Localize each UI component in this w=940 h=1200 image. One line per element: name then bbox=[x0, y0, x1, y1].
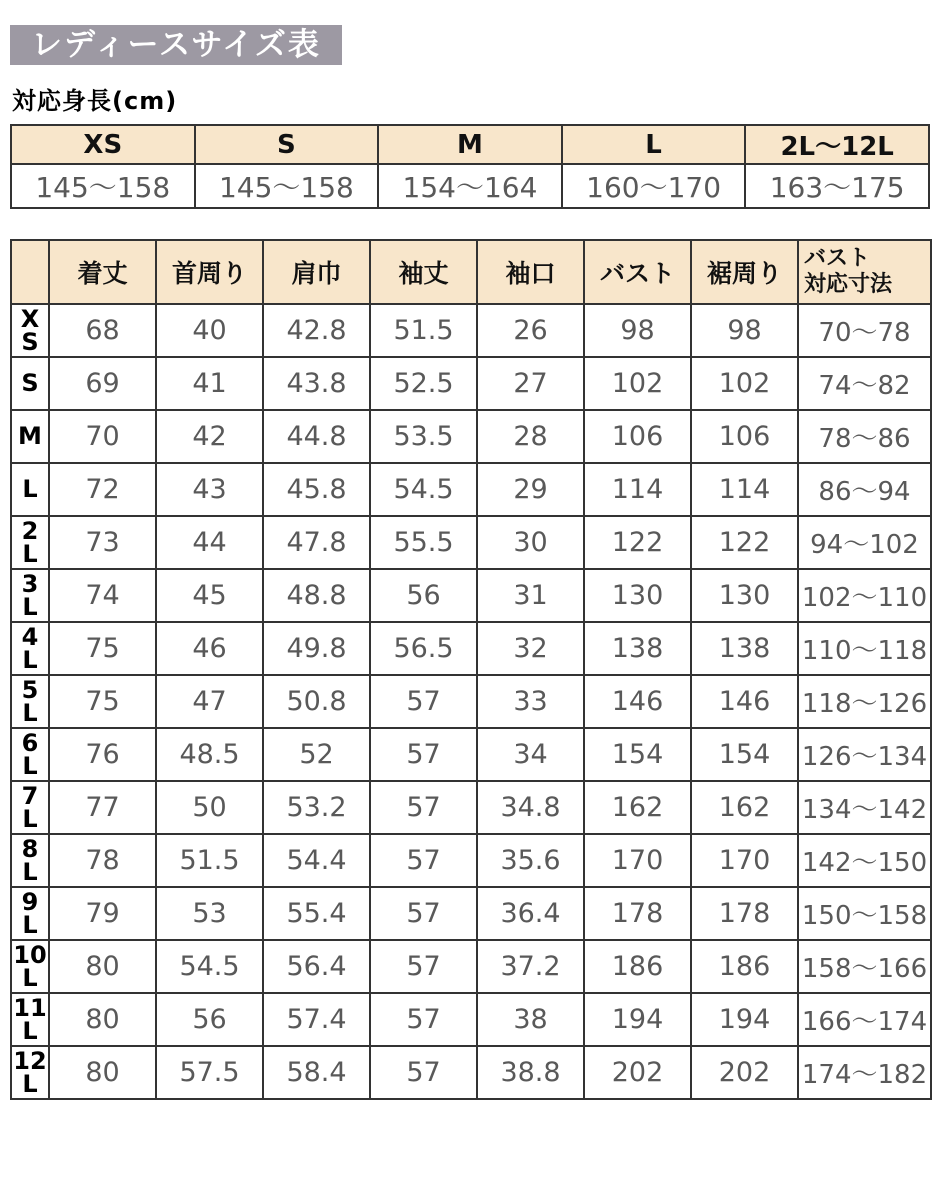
size-value-cell: 42 bbox=[156, 410, 263, 463]
height-value-cell: 160〜170 bbox=[562, 164, 746, 208]
size-value-cell: 194 bbox=[584, 993, 691, 1046]
size-value-cell: 26 bbox=[477, 304, 584, 357]
size-header-row bbox=[11, 240, 931, 304]
size-value-cell: 57 bbox=[370, 1046, 477, 1099]
size-table-row bbox=[11, 516, 931, 569]
size-value-cell: 78 bbox=[49, 834, 156, 887]
size-value-cell: 56 bbox=[156, 993, 263, 1046]
size-value-cell: 72 bbox=[49, 463, 156, 516]
size-value-cell: 57 bbox=[370, 675, 477, 728]
size-row-label-line: 7 bbox=[21, 781, 39, 810]
size-value-cell: 202 bbox=[584, 1046, 691, 1099]
size-value-cell: 57 bbox=[370, 993, 477, 1046]
size-col-header: 首周り bbox=[156, 240, 263, 304]
size-row-label-line: M bbox=[18, 422, 42, 451]
size-value-cell: 56 bbox=[370, 569, 477, 622]
size-value-cell: 150〜158 bbox=[798, 887, 931, 940]
size-row-label bbox=[11, 622, 49, 675]
size-table-body bbox=[11, 304, 931, 1099]
size-value-cell: 102 bbox=[584, 357, 691, 410]
size-value-cell: 36.4 bbox=[477, 887, 584, 940]
size-row-label-line: 5 bbox=[21, 675, 39, 704]
size-value-cell: 57.4 bbox=[263, 993, 370, 1046]
size-value-cell: 106 bbox=[691, 410, 798, 463]
size-col-header: 袖丈 bbox=[370, 240, 477, 304]
bust-header-line2: 対応寸法 bbox=[804, 272, 893, 297]
size-value-cell: 80 bbox=[49, 1046, 156, 1099]
bust-header-line1: バスト bbox=[804, 245, 871, 271]
size-value-cell: 154 bbox=[584, 728, 691, 781]
size-row-label bbox=[11, 834, 49, 887]
size-value-cell: 102 bbox=[691, 357, 798, 410]
size-value-cell: 51.5 bbox=[156, 834, 263, 887]
size-value-cell: 130 bbox=[691, 569, 798, 622]
size-value-cell: 53.5 bbox=[370, 410, 477, 463]
height-value-row bbox=[11, 164, 929, 208]
size-value-cell: 51.5 bbox=[370, 304, 477, 357]
size-value-cell: 43.8 bbox=[263, 357, 370, 410]
size-row-label-line: L bbox=[22, 645, 38, 674]
size-value-cell: 37.2 bbox=[477, 940, 584, 993]
size-table bbox=[10, 239, 932, 1100]
size-value-cell: 170 bbox=[691, 834, 798, 887]
size-value-cell: 47.8 bbox=[263, 516, 370, 569]
size-row-label-line: L bbox=[22, 857, 38, 886]
size-value-cell: 76 bbox=[49, 728, 156, 781]
height-col-header: L bbox=[562, 125, 746, 164]
size-value-cell: 80 bbox=[49, 993, 156, 1046]
size-value-cell: 31 bbox=[477, 569, 584, 622]
size-row-label bbox=[11, 781, 49, 834]
size-row-label bbox=[11, 410, 49, 463]
size-row-label-line: 9 bbox=[21, 887, 39, 916]
size-value-cell: 158〜166 bbox=[798, 940, 931, 993]
size-value-cell: 74〜82 bbox=[798, 357, 931, 410]
size-corner-cell bbox=[11, 240, 49, 304]
size-row-label-line: 8 bbox=[21, 834, 39, 863]
size-value-cell: 49.8 bbox=[263, 622, 370, 675]
size-value-cell: 45 bbox=[156, 569, 263, 622]
size-row-label-line: L bbox=[22, 539, 38, 568]
size-table-row bbox=[11, 834, 931, 887]
size-row-label-line: 11 bbox=[13, 993, 47, 1022]
size-value-cell: 48.8 bbox=[263, 569, 370, 622]
size-value-cell: 53 bbox=[156, 887, 263, 940]
size-value-cell: 38 bbox=[477, 993, 584, 1046]
size-value-cell: 52 bbox=[263, 728, 370, 781]
size-row-label-line: L bbox=[22, 592, 38, 621]
size-value-cell: 77 bbox=[49, 781, 156, 834]
height-table-caption: 対応身長(cm) bbox=[12, 87, 178, 115]
height-col-header: XS bbox=[11, 125, 195, 164]
size-value-cell: 29 bbox=[477, 463, 584, 516]
size-value-cell: 75 bbox=[49, 675, 156, 728]
size-value-cell: 162 bbox=[584, 781, 691, 834]
size-row-label-line: L bbox=[22, 963, 38, 992]
size-value-cell: 54.5 bbox=[156, 940, 263, 993]
size-value-cell: 142〜150 bbox=[798, 834, 931, 887]
size-value-cell: 79 bbox=[49, 887, 156, 940]
size-value-cell: 42.8 bbox=[263, 304, 370, 357]
size-row-label bbox=[11, 304, 49, 357]
size-value-cell: 138 bbox=[691, 622, 798, 675]
size-row-label-line: 10 bbox=[13, 940, 47, 969]
size-row-label-line: 4 bbox=[21, 622, 39, 651]
size-value-cell: 38.8 bbox=[477, 1046, 584, 1099]
size-value-cell: 70 bbox=[49, 410, 156, 463]
size-col-header: 肩巾 bbox=[263, 240, 370, 304]
size-value-cell: 47 bbox=[156, 675, 263, 728]
size-row-label bbox=[11, 463, 49, 516]
height-col-header: S bbox=[195, 125, 379, 164]
size-value-cell: 53.2 bbox=[263, 781, 370, 834]
size-value-cell: 30 bbox=[477, 516, 584, 569]
size-value-cell: 50 bbox=[156, 781, 263, 834]
size-row-label-line: L bbox=[22, 698, 38, 727]
size-value-cell: 69 bbox=[49, 357, 156, 410]
size-value-cell: 73 bbox=[49, 516, 156, 569]
size-row-label-line: L bbox=[22, 910, 38, 939]
size-value-cell: 52.5 bbox=[370, 357, 477, 410]
size-value-cell: 57 bbox=[370, 887, 477, 940]
size-value-cell: 58.4 bbox=[263, 1046, 370, 1099]
size-value-cell: 130 bbox=[584, 569, 691, 622]
size-value-cell: 134〜142 bbox=[798, 781, 931, 834]
size-value-cell: 55.5 bbox=[370, 516, 477, 569]
height-value-cell: 154〜164 bbox=[378, 164, 562, 208]
size-value-cell: 54.4 bbox=[263, 834, 370, 887]
size-value-cell: 55.4 bbox=[263, 887, 370, 940]
size-row-label bbox=[11, 357, 49, 410]
size-value-cell: 54.5 bbox=[370, 463, 477, 516]
size-row-label bbox=[11, 675, 49, 728]
size-table-row bbox=[11, 728, 931, 781]
size-value-cell: 110〜118 bbox=[798, 622, 931, 675]
size-table-row bbox=[11, 622, 931, 675]
size-value-cell: 34 bbox=[477, 728, 584, 781]
size-row-label bbox=[11, 728, 49, 781]
size-value-cell: 50.8 bbox=[263, 675, 370, 728]
size-value-cell: 162 bbox=[691, 781, 798, 834]
size-value-cell: 106 bbox=[584, 410, 691, 463]
size-value-cell: 170 bbox=[584, 834, 691, 887]
size-value-cell: 34.8 bbox=[477, 781, 584, 834]
size-value-cell: 35.6 bbox=[477, 834, 584, 887]
size-value-cell: 70〜78 bbox=[798, 304, 931, 357]
size-table-row bbox=[11, 1046, 931, 1099]
size-value-cell: 57 bbox=[370, 940, 477, 993]
size-value-cell: 56.5 bbox=[370, 622, 477, 675]
size-value-cell: 46 bbox=[156, 622, 263, 675]
size-row-label-line: L bbox=[22, 475, 38, 504]
size-row-label bbox=[11, 887, 49, 940]
size-table-row bbox=[11, 463, 931, 516]
size-value-cell: 102〜110 bbox=[798, 569, 931, 622]
page-title: レディースサイズ表 bbox=[10, 25, 342, 65]
size-value-cell: 202 bbox=[691, 1046, 798, 1099]
size-table-row bbox=[11, 357, 931, 410]
size-value-cell: 41 bbox=[156, 357, 263, 410]
height-col-header: 2L〜12L bbox=[745, 125, 929, 164]
size-table-row bbox=[11, 887, 931, 940]
size-value-cell: 186 bbox=[691, 940, 798, 993]
size-row-label bbox=[11, 993, 49, 1046]
size-value-cell: 40 bbox=[156, 304, 263, 357]
size-value-cell: 44 bbox=[156, 516, 263, 569]
size-value-cell: 98 bbox=[584, 304, 691, 357]
size-table-row bbox=[11, 410, 931, 463]
size-value-cell: 194 bbox=[691, 993, 798, 1046]
size-row-label-line: L bbox=[22, 804, 38, 833]
size-col-header: 着丈 bbox=[49, 240, 156, 304]
size-value-cell: 146 bbox=[584, 675, 691, 728]
size-col-header: 裾周り bbox=[691, 240, 798, 304]
height-table bbox=[10, 124, 930, 209]
size-value-cell: 126〜134 bbox=[798, 728, 931, 781]
size-value-cell: 118〜126 bbox=[798, 675, 931, 728]
size-value-cell: 186 bbox=[584, 940, 691, 993]
size-value-cell: 138 bbox=[584, 622, 691, 675]
size-table-row bbox=[11, 569, 931, 622]
size-value-cell: 178 bbox=[691, 887, 798, 940]
size-value-cell: 146 bbox=[691, 675, 798, 728]
size-value-cell: 28 bbox=[477, 410, 584, 463]
size-value-cell: 48.5 bbox=[156, 728, 263, 781]
size-value-cell: 57 bbox=[370, 781, 477, 834]
size-value-cell: 75 bbox=[49, 622, 156, 675]
size-value-cell: 98 bbox=[691, 304, 798, 357]
size-value-cell: 43 bbox=[156, 463, 263, 516]
size-row-label-line: 6 bbox=[21, 728, 39, 757]
size-value-cell: 178 bbox=[584, 887, 691, 940]
size-row-label-line: X bbox=[20, 304, 40, 333]
size-col-header-bust bbox=[798, 240, 931, 304]
size-row-label-line: 2 bbox=[21, 516, 39, 545]
size-value-cell: 166〜174 bbox=[798, 993, 931, 1046]
size-value-cell: 74 bbox=[49, 569, 156, 622]
height-value-cell: 145〜158 bbox=[11, 164, 195, 208]
height-value-cell: 163〜175 bbox=[745, 164, 929, 208]
size-row-label-line: L bbox=[22, 751, 38, 780]
size-value-cell: 86〜94 bbox=[798, 463, 931, 516]
size-value-cell: 44.8 bbox=[263, 410, 370, 463]
size-value-cell: 80 bbox=[49, 940, 156, 993]
size-value-cell: 57.5 bbox=[156, 1046, 263, 1099]
size-table-row bbox=[11, 940, 931, 993]
size-value-cell: 56.4 bbox=[263, 940, 370, 993]
size-col-header: バスト bbox=[584, 240, 691, 304]
size-value-cell: 94〜102 bbox=[798, 516, 931, 569]
size-row-label bbox=[11, 569, 49, 622]
size-col-header: 袖口 bbox=[477, 240, 584, 304]
size-row-label-line: 3 bbox=[21, 569, 39, 598]
size-value-cell: 114 bbox=[584, 463, 691, 516]
size-row-label bbox=[11, 516, 49, 569]
size-value-cell: 32 bbox=[477, 622, 584, 675]
height-col-header: M bbox=[378, 125, 562, 164]
size-value-cell: 78〜86 bbox=[798, 410, 931, 463]
size-row-label-line: L bbox=[22, 1069, 38, 1098]
size-value-cell: 33 bbox=[477, 675, 584, 728]
size-value-cell: 174〜182 bbox=[798, 1046, 931, 1099]
size-row-label bbox=[11, 1046, 49, 1099]
size-value-cell: 68 bbox=[49, 304, 156, 357]
size-value-cell: 27 bbox=[477, 357, 584, 410]
size-value-cell: 154 bbox=[691, 728, 798, 781]
height-header-row bbox=[11, 125, 929, 164]
size-row-label-line: S bbox=[21, 327, 39, 356]
size-row-label-line: S bbox=[21, 369, 39, 398]
size-table-row bbox=[11, 304, 931, 357]
size-value-cell: 57 bbox=[370, 834, 477, 887]
size-row-label-line: 12 bbox=[13, 1046, 47, 1075]
size-value-cell: 122 bbox=[691, 516, 798, 569]
size-row-label bbox=[11, 940, 49, 993]
size-row-label-line: L bbox=[22, 1016, 38, 1045]
size-table-row bbox=[11, 993, 931, 1046]
size-value-cell: 57 bbox=[370, 728, 477, 781]
height-value-cell: 145〜158 bbox=[195, 164, 379, 208]
size-table-row bbox=[11, 675, 931, 728]
size-value-cell: 114 bbox=[691, 463, 798, 516]
size-value-cell: 45.8 bbox=[263, 463, 370, 516]
size-value-cell: 122 bbox=[584, 516, 691, 569]
size-table-row bbox=[11, 781, 931, 834]
